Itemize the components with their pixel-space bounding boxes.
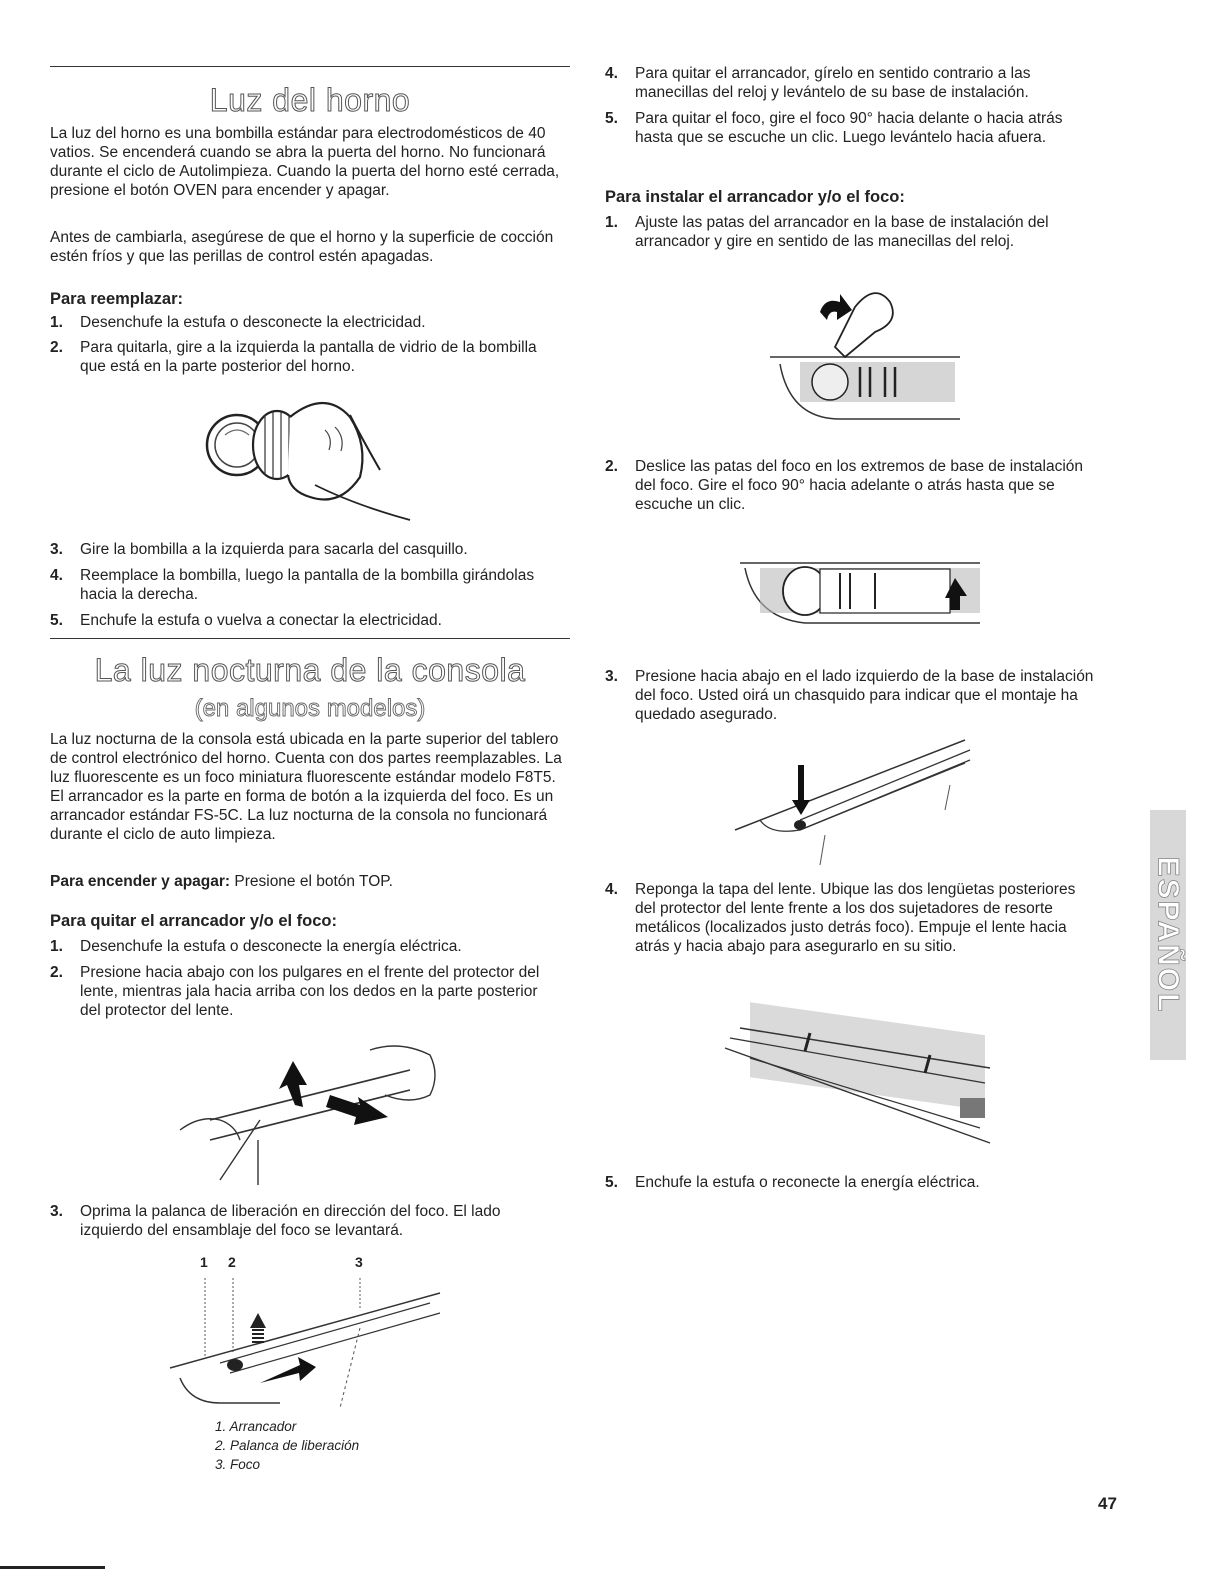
install-step: 3. Presione hacia abajo en el lado izquierdo de la base de instalación del foco. Usted oirá un chasquido para indicar que el montaje ha quedado asegurado. xyxy=(605,668,1094,723)
starter-install-illustration xyxy=(760,272,970,432)
install-step: 1. Ajuste las patas del arrancador en la base de instalación del arrancador y gire en sentido de las manecillas del reloj. xyxy=(605,214,1049,250)
section-subtitle: (en algunos modelos) xyxy=(194,695,426,722)
section-title-oven-light: Luz del horno xyxy=(209,82,411,118)
replace-step: 4. Reemplace la bombilla, luego la pantalla de la bombilla girándolas hacia la derecha. xyxy=(50,567,535,603)
figure-label-3: 3 xyxy=(355,1254,363,1270)
replace-step: 2. Para quitarla, gire a la izquierda la pantalla de vidrio de la bombilla que está en la parte posterior del horno. xyxy=(50,339,537,375)
release-lever-illustration xyxy=(160,1268,460,1413)
replace-step: 1. Desenchufe la estufa o desconecte la electricidad. xyxy=(50,314,426,331)
figure-label-2: 2 xyxy=(228,1254,236,1270)
bulb-slide-illustration xyxy=(730,543,1000,633)
replace-heading: Para reemplazar: xyxy=(50,290,183,308)
remove-step: 2. Presione hacia abajo con los pulgares en el frente del protector del lente, mientras jala hacia arriba con los dedos en la parte posterior del protector del lente. xyxy=(50,964,540,1019)
install-step: 2. Deslice las patas del foco en los extremos de base de instalación del foco. Gire el foco 90° hacia adelante o atrás hasta que se escuche un clic. xyxy=(605,458,1084,513)
legend-item: 3. Foco xyxy=(215,1457,261,1472)
legend-item: 1. Arrancador xyxy=(215,1419,297,1434)
bulb-cover-illustration xyxy=(195,385,435,525)
figure-label-1: 1 xyxy=(200,1254,208,1270)
console-light-intro: La luz nocturna de la consola está ubicada en la parte superior del tablero de control electrónico del horno. Cuenta con dos partes reemplazables. La luz fluorescente es un foco miniatura fluorescente estándar modelo F8T5. El arrancador es la parte en forma de botón a la izquierda del foco. Es un arrancador estándar FS-5C. La luz nocturna de la consola no funcionará durante el ciclo de auto limpieza. xyxy=(50,731,562,843)
oven-light-intro-1: La luz del horno es una bombilla estándar para electrodomésticos de 40 vatios. Se encenderá cuando se abra la puerta del horno. No funcionará durante el ciclo de Autolimpieza. Cuando la puerta del horno esté cerrada, presione el botón OVEN para encender y apagar. xyxy=(50,125,560,199)
bulb-secure-illustration xyxy=(720,735,990,870)
replace-step: 3. Gire la bombilla a la izquierda para sacarla del casquillo. xyxy=(50,541,468,558)
remove-step-cont: 4. Para quitar el arrancador, gírelo en sentido contrario a las manecillas del reloj y levántelo de su base de instalación. xyxy=(605,65,1031,101)
install-heading: Para instalar el arrancador y/o el foco: xyxy=(605,188,905,206)
lens-cover-install-illustration xyxy=(720,993,1000,1158)
section-rule xyxy=(50,638,570,639)
remove-step: 3. Oprima la palanca de liberación en dirección del foco. El lado izquierdo del ensamblaje del foco se levantará. xyxy=(50,1203,501,1239)
install-step: 5. Enchufe la estufa o reconecte la energía eléctrica. xyxy=(605,1174,980,1191)
page-number: 47 xyxy=(1098,1494,1117,1513)
remove-heading: Para quitar el arrancador y/o el foco: xyxy=(50,912,338,930)
oven-light-intro-2: Antes de cambiarla, asegúrese de que el horno y la superficie de cocción estén fríos y que las perillas de control estén apagadas. xyxy=(50,229,554,265)
lens-cover-removal-illustration xyxy=(170,1030,450,1190)
remove-step: 1. Desenchufe la estufa o desconecte la energía eléctrica. xyxy=(50,938,462,955)
remove-step-cont: 5. Para quitar el foco, gire el foco 90° hacia delante o hacia atrás hasta que se escuche un clic. Luego levántelo hacia afuera. xyxy=(605,110,1063,146)
install-step: 4. Reponga la tapa del lente. Ubique las dos lengüetas posteriores del protector del lente frente a los dos sujetadores de resorte metálicos (localizados justo detrás foco). Empuje el lente hacia atrás y hacia abajo para asegurarlo en su sitio. xyxy=(605,881,1076,955)
replace-step: 5. Enchufe la estufa o vuelva a conectar la electricidad. xyxy=(50,612,442,629)
on-off-instruction: Para encender y apagar: Presione el botón TOP. xyxy=(50,873,393,890)
language-tab: ESPAÑOL xyxy=(1150,810,1186,1060)
legend-item: 2. Palanca de liberación xyxy=(215,1438,360,1453)
section-title-console-light: La luz nocturna de la consola xyxy=(94,652,526,688)
top-rule-left xyxy=(50,66,570,67)
bottom-bar xyxy=(0,1566,105,1569)
